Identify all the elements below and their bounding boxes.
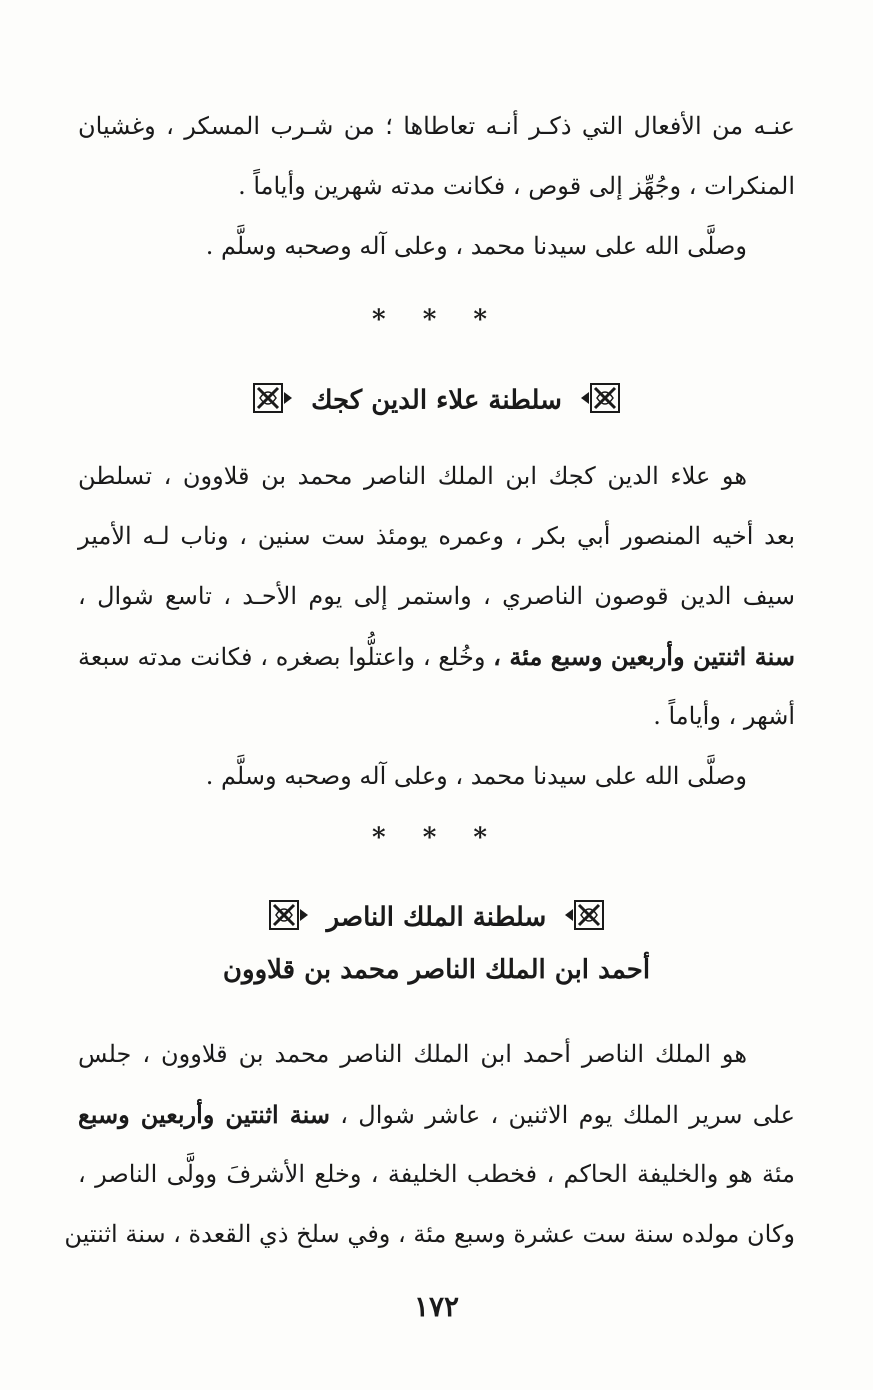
paragraph-line: وكان مولده سنة ست عشرة وسبع مئة ، وفي سلخ ذي القعدة ، سنة اثنتين bbox=[64, 1220, 795, 1248]
paragraph-line: عنـه من الأفعال التي ذكـر أنـه تعاطاها ؛ من شـرب المسكر ، وغشيان bbox=[78, 112, 795, 140]
paragraph-line: هو علاء الدين كجك ابن الملك الناصر محمد بن قلاوون ، تسلطن bbox=[78, 462, 747, 490]
bold-date: سنة اثنتين وأربعين وسبع bbox=[78, 1100, 330, 1129]
ornament-left-icon bbox=[258, 895, 310, 942]
ornament-left-icon bbox=[242, 378, 294, 425]
line-start: على سرير الملك يوم الاثنين ، عاشر شوال ، bbox=[329, 1101, 796, 1129]
ornament-right-icon bbox=[579, 378, 631, 425]
paragraph-line: مئة هو والخليفة الحاكم ، فخطب الخليفة ، وخلع الأشرفَ وولَّى الناصر ، bbox=[78, 1160, 795, 1188]
bold-date: سنة اثنتين وأربعين وسبع مئة ، bbox=[493, 642, 795, 671]
paragraph-line: سيف الدين قوصون الناصري ، واستمر إلى يوم الأحـد ، تاسع شوال ، bbox=[78, 582, 795, 610]
page-number: ١٧٢ bbox=[413, 1290, 460, 1323]
paragraph-line: أشهر ، وأياماً . bbox=[653, 702, 795, 730]
line-rest: وخُلع ، واعتلُّوا بصغره ، فكانت مدته سبعة bbox=[78, 643, 494, 671]
paragraph-line bbox=[78, 642, 795, 671]
ornament-right-icon bbox=[563, 895, 615, 942]
paragraph-line bbox=[78, 1100, 795, 1129]
paragraph-line: المنكرات ، وجُهِّز إلى قوص ، فكانت مدته شهرين وأياماً . bbox=[238, 172, 795, 200]
section-heading bbox=[0, 895, 873, 942]
paragraph-line: هو الملك الناصر أحمد ابن الملك الناصر محمد بن قلاوون ، جلس bbox=[78, 1040, 747, 1068]
paragraph-line: بعد أخيه المنصور أبي بكر ، وعمره يومئذ ست سنين ، وناب لـه الأمير bbox=[78, 522, 795, 550]
closing-prayer: وصلَّى الله على سيدنا محمد ، وعلى آله وصحبه وسلَّم . bbox=[205, 232, 747, 260]
heading-text: سلطنة علاء الدين كجك bbox=[311, 385, 562, 416]
section-heading bbox=[0, 378, 873, 425]
closing-prayer: وصلَّى الله على سيدنا محمد ، وعلى آله وصحبه وسلَّم . bbox=[205, 762, 747, 790]
section-separator: * * * bbox=[372, 823, 501, 853]
heading-text: سلطنة الملك الناصر bbox=[326, 902, 547, 933]
section-separator: * * * bbox=[372, 305, 501, 335]
section-subheading: أحمد ابن الملك الناصر محمد بن قلاوون bbox=[222, 955, 651, 985]
